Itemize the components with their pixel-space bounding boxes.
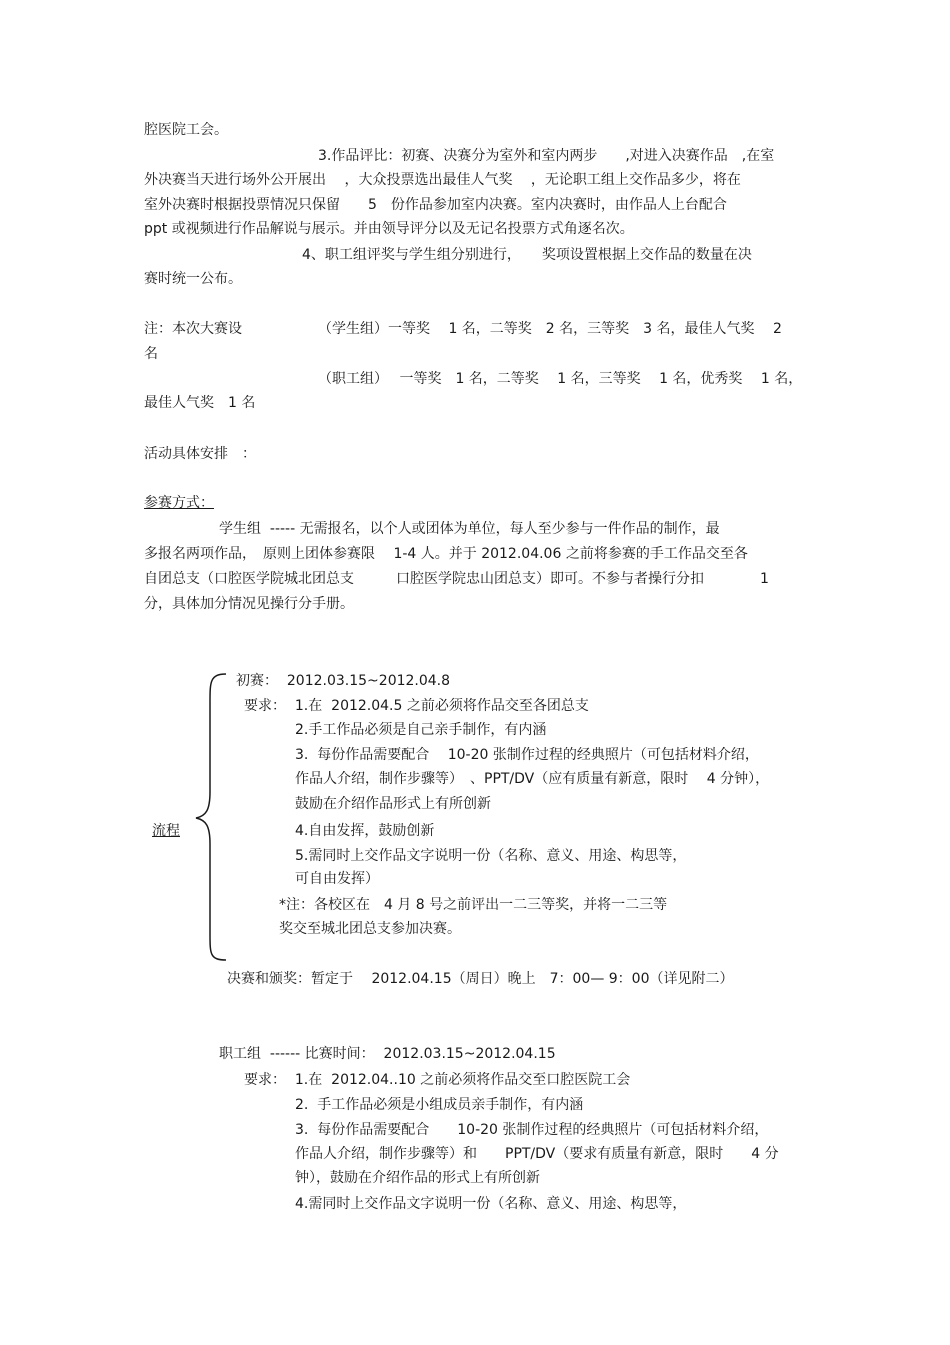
- text-line: 注：本次大赛设: [144, 321, 242, 337]
- text-line: 作品人介绍，制作步骤等）和 PPT/DV（要求有质量有新意，限时 4 分: [295, 1146, 779, 1162]
- text-line: 名: [144, 346, 158, 362]
- text-line: 分，具体加分情况见操行分手册。: [144, 596, 354, 612]
- text-line: 4.自由发挥，鼓励创新: [295, 823, 435, 839]
- text-line: 初赛： 2012.03.15~2012.04.8: [236, 673, 451, 689]
- text-line: 学生组 ----- 无需报名，以个人或团体为单位，每人至少参与一件作品的制作，最: [219, 521, 720, 537]
- text-line: 要求： 1.在 2012.04..10 之前必须将作品交至口腔医院工会: [244, 1072, 631, 1088]
- text-line: 外决赛当天进行场外公开展出 ，大众投票选出最佳人气奖 ，无论职工组上交作品多少，将在: [144, 172, 741, 188]
- text-line: 作品人介绍，制作步骤等） 、PPT/DV（应有质量有新意，限时 4 分钟），: [295, 771, 770, 787]
- text-line: 3.作品评比：初赛、决赛分为室外和室内两步 ,对进入决赛作品 ,在室: [318, 148, 775, 164]
- text-line: 活动具体安排 ：: [144, 446, 256, 462]
- text-line: 自团总支（口腔医学院城北团总支 口腔医学院忠山团总支）即可。不参与者操行分扣 1: [144, 571, 769, 587]
- text-line: 奖交至城北团总支参加决赛。: [279, 921, 461, 937]
- text-line: 4.需同时上交作品文字说明一份（名称、意义、用途、构思等，: [295, 1196, 687, 1212]
- text-line: 要求： 1.在 2012.04.5 之前必须将作品交至各团总支: [244, 698, 589, 714]
- text-line: 4、职工组评奖与学生组分别进行， 奖项设置根据上交作品的数量在决: [302, 247, 752, 263]
- text-line: 钟），鼓励在介绍作品的形式上有所创新: [295, 1170, 540, 1186]
- text-line: 腔医院工会。: [144, 122, 228, 138]
- text-line: （学生组）一等奖 1 名，二等奖 2 名，三等奖 3 名，最佳人气奖 2: [318, 321, 782, 337]
- text-line: 决赛和颁奖：暂定于 2012.04.15（周日）晚上 7：00— 9：00（详见附二）: [227, 971, 734, 987]
- text-line: 赛时统一公布。: [144, 271, 242, 287]
- text-line: （职工组） 一等奖 1 名，二等奖 1 名，三等奖 1 名，优秀奖 1 名，: [318, 371, 803, 387]
- text-line: 3. 每份作品需要配合 10-20 张制作过程的经典照片（可包括材料介绍，: [295, 747, 759, 763]
- text-line: 可自由发挥）: [295, 871, 379, 887]
- text-line: 鼓励在介绍作品形式上有所创新: [295, 796, 491, 812]
- text-line: 2.手工作品必须是自己亲手制作，有内涵: [295, 722, 547, 738]
- left-brace: [190, 672, 230, 962]
- text-line: *注：各校区在 4 月 8 号之前评出一二三等奖，并将一二三等: [279, 897, 668, 913]
- text-line: 5.需同时上交作品文字说明一份（名称、意义、用途、构思等，: [295, 848, 687, 864]
- section-heading: 参赛方式：: [144, 495, 214, 511]
- text-line: ppt 或视频进行作品解说与展示。并由领导评分以及无记名投票方式角逐名次。: [144, 221, 634, 237]
- text-line: 职工组 ------ 比赛时间： 2012.03.15~2012.04.15: [219, 1046, 556, 1062]
- text-line: 2. 手工作品必须是小组成员亲手制作，有内涵: [295, 1097, 584, 1113]
- text-line: 最佳人气奖 1 名: [144, 395, 256, 411]
- flow-label: 流程: [152, 823, 180, 839]
- text-line: 3. 每份作品需要配合 10-20 张制作过程的经典照片（可包括材料介绍，: [295, 1122, 769, 1138]
- text-line: 多报名两项作品， 原则上团体参赛限 1-4 人。并于 2012.04.06 之前将参赛的手工作品交至各: [144, 546, 748, 562]
- text-line: 室外决赛时根据投票情况只保留 5 份作品参加室内决赛。室内决赛时，由作品人上台配合: [144, 197, 727, 213]
